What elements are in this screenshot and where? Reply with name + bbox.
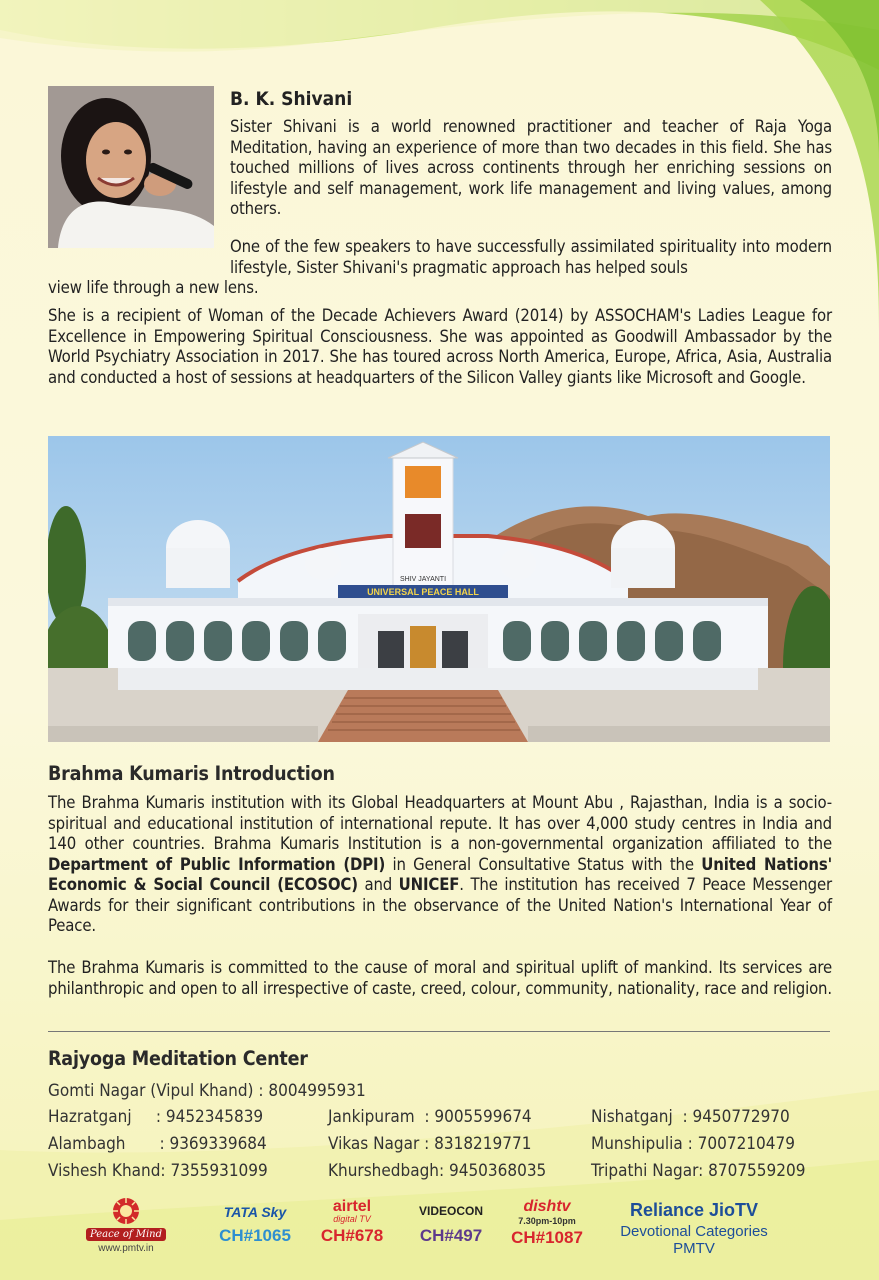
center-khurshedbagh: Khurshedbagh: 9450368035: [328, 1161, 547, 1181]
center-jankipuram: Jankipuram : 9005599674: [328, 1107, 532, 1127]
center-vishesh-khand: Vishesh Khand: 7355931099: [48, 1161, 268, 1181]
jio-tv-info: Reliance JioTV Devotional Categories PMTV: [620, 1200, 768, 1257]
center-gomti-nagar: Gomti Nagar (Vipul Khand) : 8004995931: [48, 1081, 366, 1101]
profile-name: B. K. Shivani: [230, 88, 353, 110]
profile-paragraph-2a: One of the few speakers to have successfully assimilated spirituality into modern lifestyle, Sister Shivani's pragmatic approach has helped souls: [230, 237, 832, 277]
shivani-portrait: [48, 86, 214, 248]
intro-paragraph-1: The Brahma Kumaris institution with its Global Headquarters at Mount Abu , Rajasthan, India is a socio-spiritual and educational institution of international repute. It has over 4,000 study centres in India and 140 other countries. Brahma Kumaris Institution is a non-governmental organization affiliated to the Department of Public Information (DPI) in General Consultative Status with the United Nations' Economic & Social Council (ECOSOC) and UNICEF. The institution has received 7 Peace Messenger Awards for their significant contributions in the observance of the United Nation's International Year of Peace.: [48, 793, 832, 935]
tata-sky-logo: TATA Sky CH#1065: [212, 1204, 298, 1246]
intro-paragraph-2: The Brahma Kumaris is committed to the cause of moral and spiritual uplift of mankind. Its services are philanthropic and open to all irrespective of caste, creed, colour, community, nationality, race and religion.: [48, 958, 832, 998]
pmtv-url[interactable]: www.pmtv.in: [98, 1243, 154, 1254]
dishtv-logo: dishtv 7.30pm-10pm CH#1087: [504, 1198, 590, 1248]
hall-sign: UNIVERSAL PEACE HALL: [367, 587, 479, 597]
intro-title: Brahma Kumaris Introduction: [48, 762, 335, 785]
center-tripathi-nagar: Tripathi Nagar: 8707559209: [591, 1161, 806, 1181]
center-alambagh: Alambagh : 9369339684: [48, 1134, 267, 1154]
profile-paragraph-3: She is a recipient of Woman of the Decade Achievers Award (2014) by ASSOCHAM's Ladies League for Excellence in Empowering Spiritual Consciousness. She was appointed as Goodwill Ambassador by the World Psychiatry Association in 2017. She has toured across North America, Europe, Africa, Asia, Australia and conducted a host of sessions at headquarters of the Silicon Valley giants like Microsoft and Google.: [48, 306, 832, 387]
airtel-logo: airtel digital TV CH#678: [312, 1198, 392, 1246]
center-munshipulia: Munshipulia : 7007210479: [591, 1134, 795, 1154]
profile-paragraph-2b: view life through a new lens.: [48, 278, 259, 297]
universal-peace-hall-photo: [48, 436, 830, 742]
peace-of-mind-icon: [111, 1196, 141, 1226]
centers-title: Rajyoga Meditation Center: [48, 1047, 308, 1070]
section-divider: [48, 1031, 830, 1032]
hall-sign-top: SHIV JAYANTI: [399, 576, 447, 583]
center-vikas-nagar: Vikas Nagar : 8318219771: [328, 1134, 532, 1154]
airtel-channel: CH#678: [320, 1226, 384, 1245]
center-hazratganj: Hazratganj : 9452345839: [48, 1107, 264, 1127]
videocon-channel: CH#497: [419, 1226, 483, 1245]
center-nishatganj: Nishatganj : 9450772970: [591, 1107, 790, 1127]
channel-logos: [0, 1194, 879, 1280]
tata-sky-channel: CH#1065: [219, 1226, 291, 1245]
videocon-logo: VIDEOCON CH#497: [405, 1204, 497, 1246]
profile-paragraph-1: Sister Shivani is a world renowned practitioner and teacher of Raja Yoga Meditation, having an experience of more than two decades in this field. She has touched millions of lives across continents through her enriching sessions on lifestyle and self management, work life management and living values, among others.: [230, 117, 832, 218]
dishtv-channel: CH#1087: [511, 1228, 583, 1247]
peace-of-mind-logo: Peace of Mind www.pmtv.in: [86, 1196, 166, 1254]
